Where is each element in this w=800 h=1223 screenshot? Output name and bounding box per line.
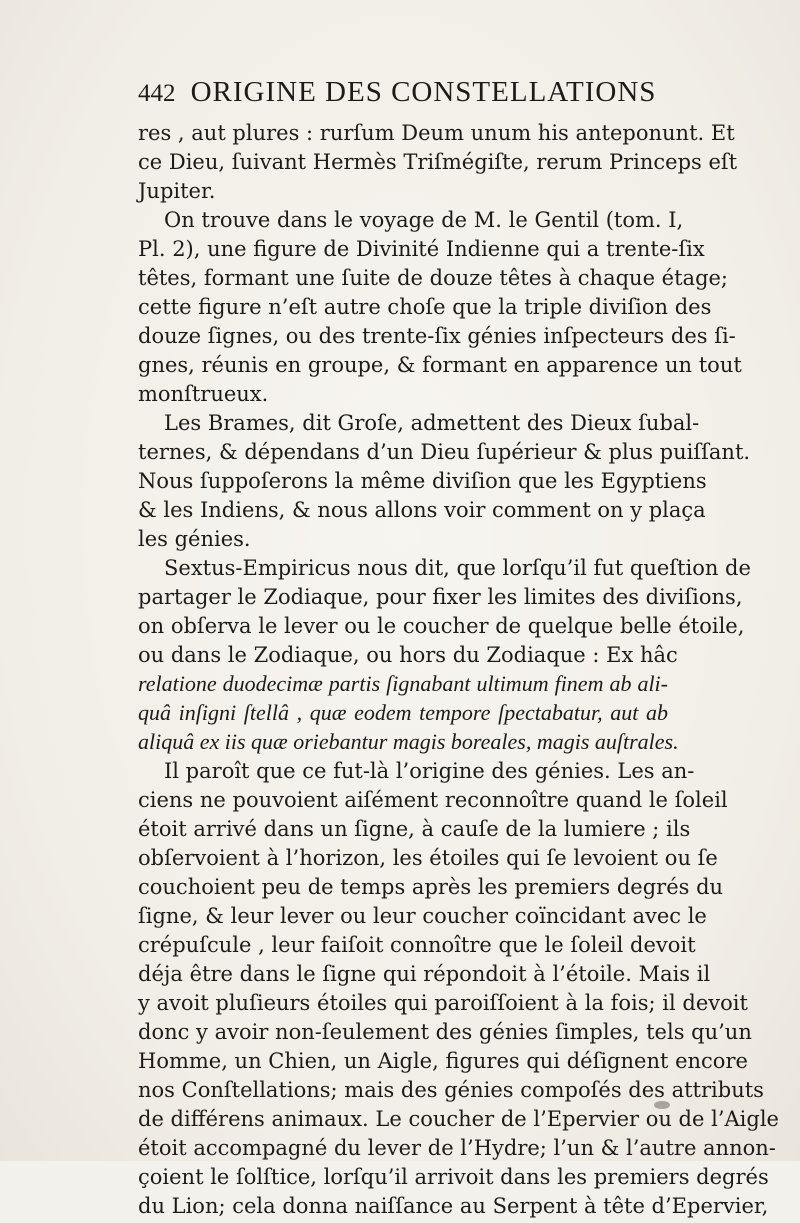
- text-line: cette figure n’eſt autre choſe que la triple diviſion des: [138, 295, 712, 319]
- page-number: 442: [138, 80, 176, 107]
- text-line: ciens ne pouvoient aiſément reconnoître quand le ſoleil: [138, 788, 728, 812]
- text-line: couchoient peu de temps après les premiers degrés du: [138, 875, 724, 899]
- text-line: res , aut plures : rurſum Deum unum his anteponunt. Et: [138, 121, 735, 145]
- text-line: Il paroît que ce fut-là l’origine des génies. Les an-: [164, 759, 695, 783]
- text-line: Jupiter.: [138, 179, 216, 203]
- text-line: donc y avoir non-ſeulement des génies ſimples, tels qu’un: [138, 1020, 752, 1044]
- text-line: étoit arrivé dans un ſigne, à cauſe de la lumiere ; ils: [138, 817, 691, 841]
- text-line: têtes, formant une ſuite de douze têtes à chaque étage;: [138, 266, 729, 290]
- text-line: de différens animaux. Le coucher de l’Epervier ou de l’Aigle: [138, 1107, 779, 1131]
- text-line: Les Brames, dit Groſe, admettent des Dieux ſubal-: [164, 411, 700, 435]
- text-line: étoit accompagné du lever de l’Hydre; l’un & l’autre annon-: [138, 1136, 776, 1160]
- text-line-latin: quâ inſigni ſtellâ , quæ eodem tempore ſpectabatur, aut ab: [138, 700, 668, 725]
- text-line: déja être dans le ſigne qui répondoit à l’étoile. Mais il: [138, 962, 711, 986]
- text-line: Pl. 2), une figure de Divinité Indienne qui a trente-ſix: [138, 237, 705, 261]
- text-line: partager le Zodiaque, pour fixer les limites des diviſions,: [138, 585, 743, 609]
- text-line: ternes, & dépendans d’un Dieu ſupérieur & plus puiſſant.: [138, 440, 751, 464]
- text-line: y avoit pluſieurs étoiles qui paroiſſoient à la fois; il devoit: [138, 991, 748, 1015]
- text-line: nos Conſtellations; mais des génies compoſés des attributs: [138, 1078, 764, 1102]
- text-line: obſervoient à l’horizon, les étoiles qui ſe levoient ou ſe: [138, 846, 718, 870]
- text-line: Sextus-Empiricus nous dit, que lorſqu’il fut queſtion de: [164, 556, 751, 580]
- text-line: Nous ſuppoſerons la même diviſion que les Egyptiens: [138, 469, 707, 493]
- text-line: ſigne, & leur lever ou leur coucher coïncidant avec le: [138, 904, 707, 928]
- text-line: ce Dieu, ſuivant Hermès Triſmégiſte, rerum Princeps eſt: [138, 150, 738, 174]
- running-title: ORIGINE DES CONSTELLATIONS: [190, 76, 657, 108]
- ink-smudge: [654, 1101, 670, 1109]
- text-line: monſtrueux.: [138, 382, 269, 406]
- text-line: crépuſcule , leur faiſoit connoître que le ſoleil devoit: [138, 933, 696, 957]
- text-line: Homme, un Chien, un Aigle, figures qui déſignent encore: [138, 1049, 748, 1073]
- text-line: On trouve dans le voyage de M. le Gentil (tom. I,: [164, 208, 684, 232]
- body-text: [138, 116, 779, 1218]
- text-line: du Lion; cela donna naiſſance au Serpent à tête d’Epervier,: [138, 1194, 769, 1218]
- text-line-latin: relatione duodecimæ partis ſignabant ultimum finem ab ali-: [138, 671, 668, 696]
- text-line-latin: aliquâ ex iis quæ oriebantur magis boreales, magis auſtrales.: [138, 729, 679, 754]
- text-line: on obſerva le lever ou le coucher de quelque belle étoile,: [138, 614, 745, 638]
- text-line: douze ſignes, ou des trente-ſix génies inſpecteurs des ſi-: [138, 324, 736, 348]
- text-line: les génies.: [138, 527, 251, 551]
- text-line: gnes, réunis en groupe, & formant en apparence un tout: [138, 353, 742, 377]
- text-line: çoient le ſolſtice, lorſqu’il arrivoit dans les premiers degrés: [138, 1165, 769, 1189]
- text-line: & les Indiens, & nous allons voir comment on y plaça: [138, 498, 706, 522]
- page-header: [138, 76, 658, 116]
- text-line: ou dans le Zodiaque, ou hors du Zodiaque : Ex hâc: [138, 643, 678, 667]
